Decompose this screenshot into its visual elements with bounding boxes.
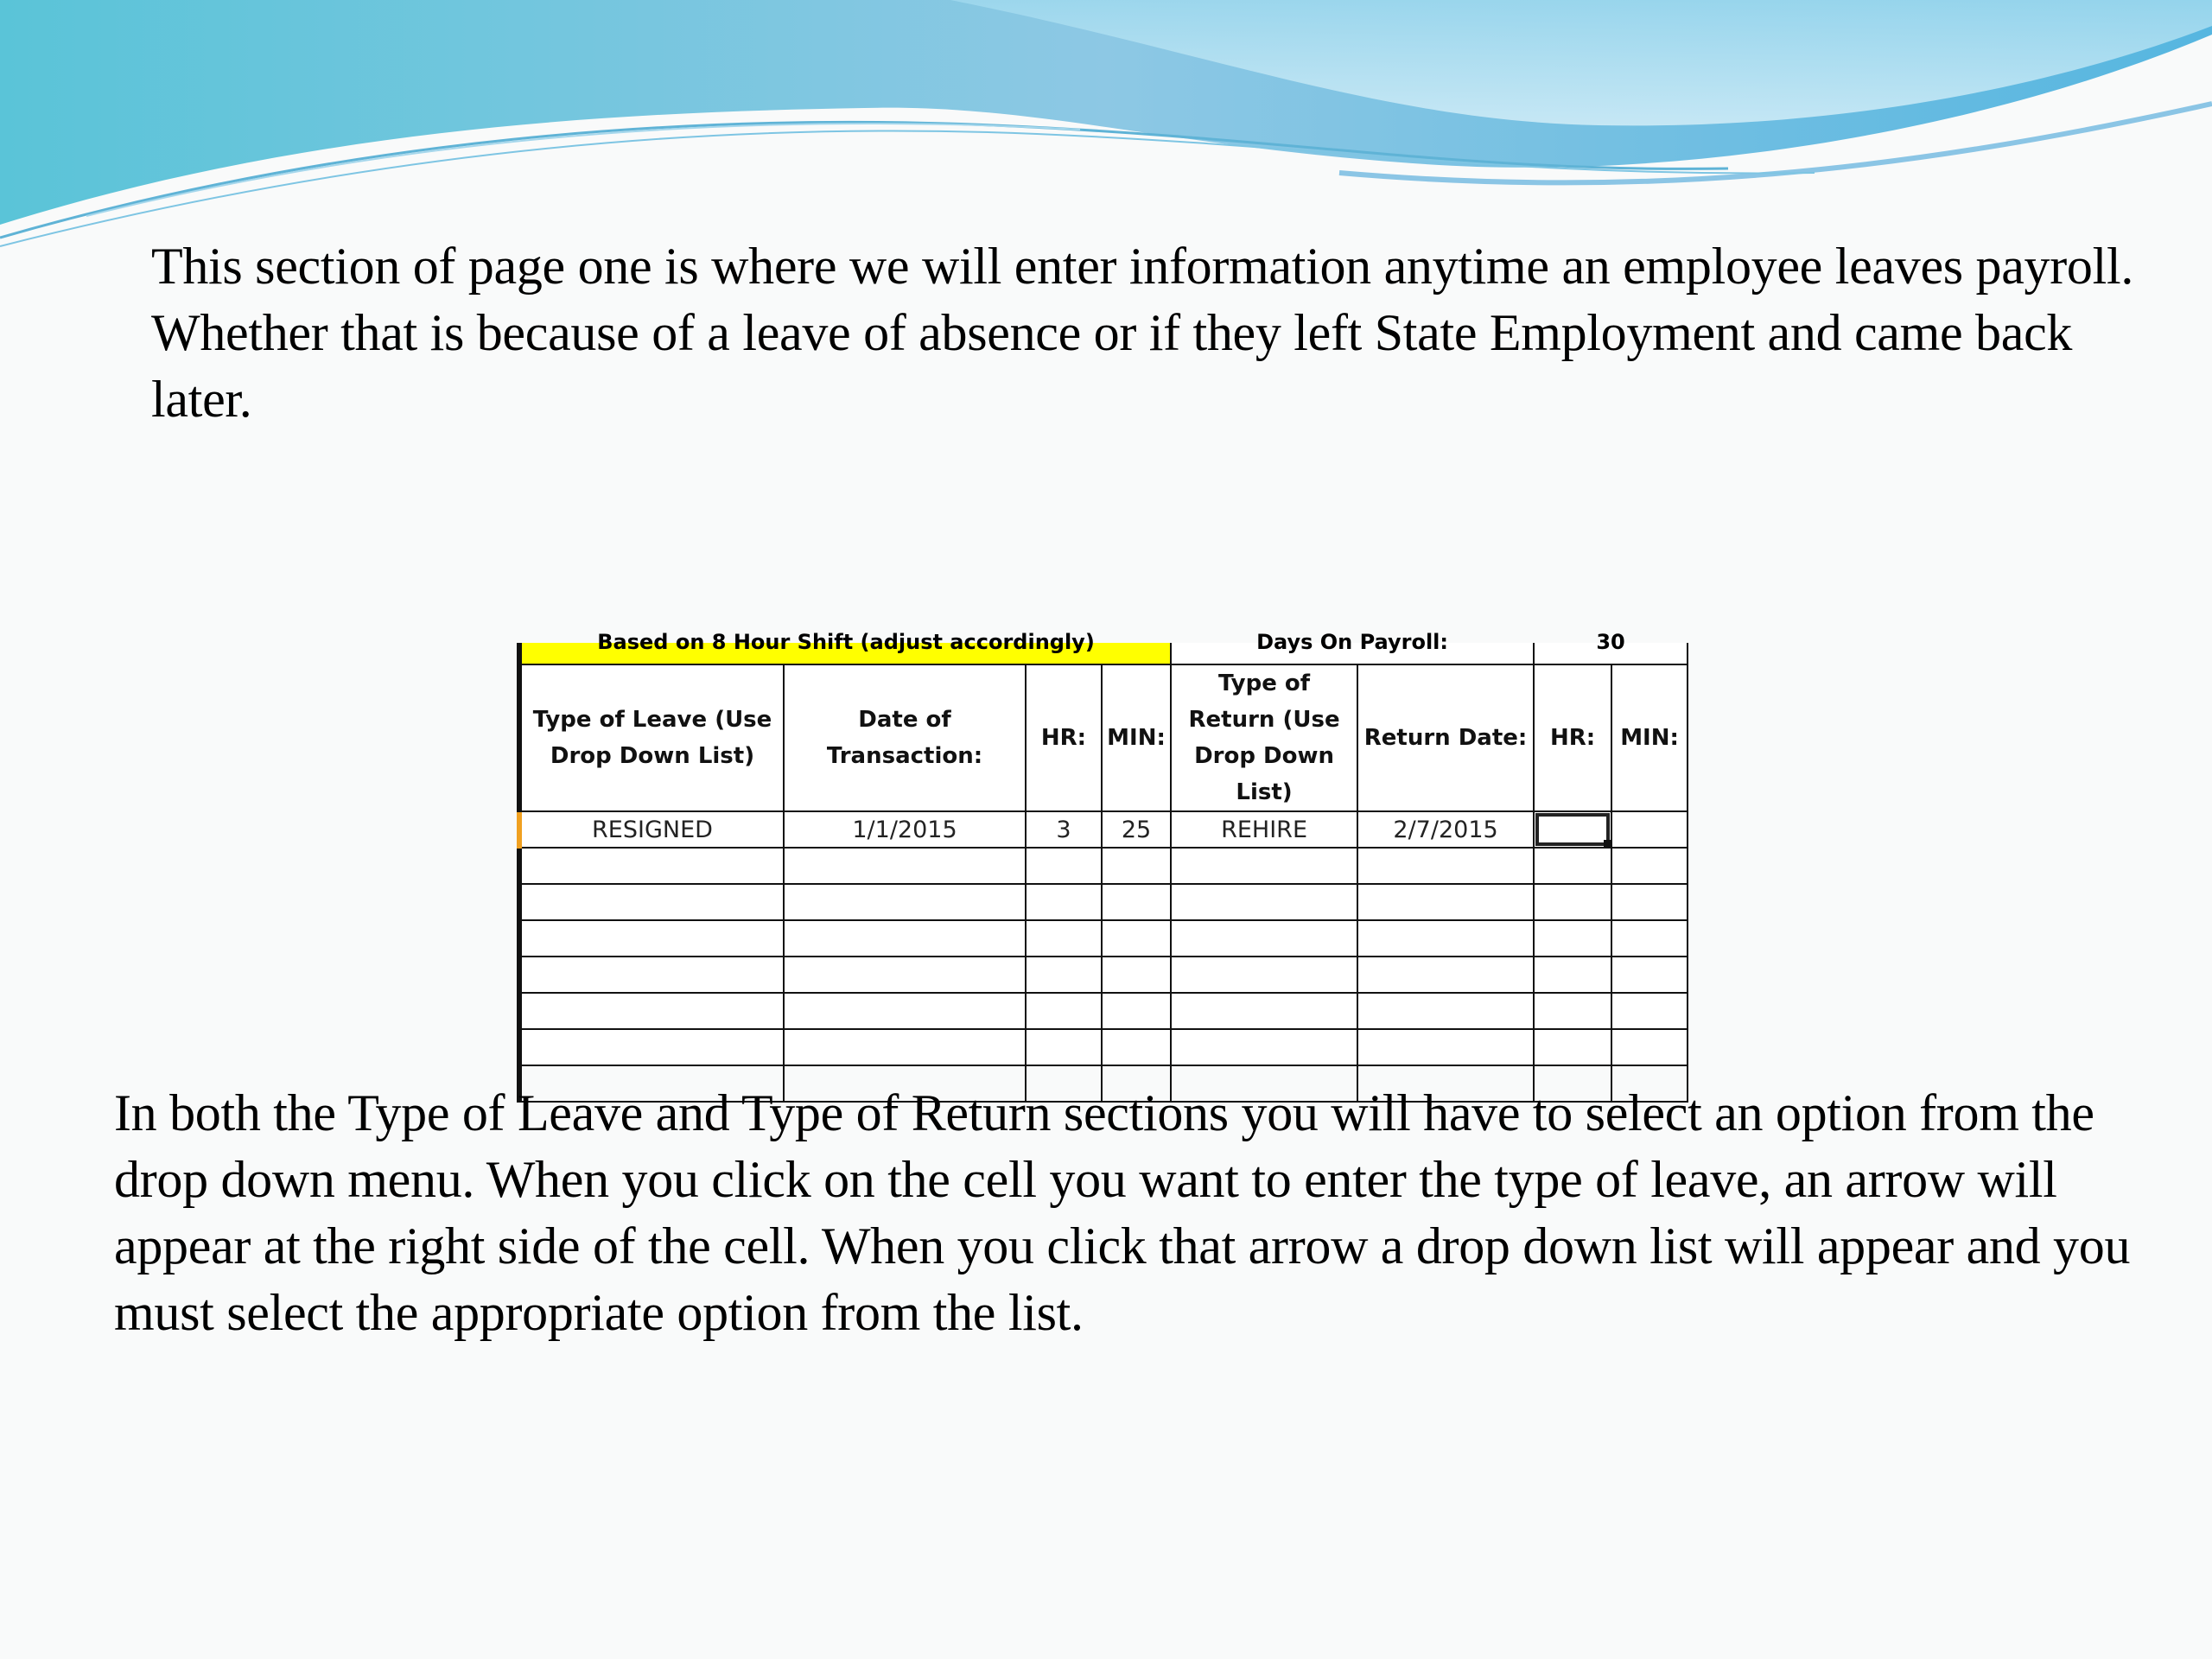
table-body (519, 811, 1688, 1102)
table-cell[interactable]: REHIRE (1171, 811, 1357, 848)
table-row (519, 920, 1688, 957)
table-cell[interactable] (1026, 884, 1102, 920)
table-cell[interactable] (1171, 957, 1357, 993)
table-cell[interactable] (1611, 920, 1688, 957)
table-row (519, 993, 1688, 1029)
table-cell[interactable] (1102, 884, 1171, 920)
table-cell[interactable] (1026, 848, 1102, 884)
table-cell[interactable] (519, 884, 784, 920)
selected-cell[interactable] (1534, 811, 1611, 848)
table-cell[interactable] (1102, 920, 1171, 957)
table-cell[interactable] (1171, 1029, 1357, 1065)
table-cell[interactable] (1026, 993, 1102, 1029)
table-cell[interactable] (1357, 848, 1534, 884)
table-cell[interactable] (1534, 848, 1611, 884)
table-cell[interactable] (1026, 1029, 1102, 1065)
table-cell[interactable] (1357, 957, 1534, 993)
table-cell[interactable] (1102, 1029, 1171, 1065)
header-type-of-leave: Type of Leave (Use Drop Down List) (519, 664, 784, 811)
table-cell[interactable] (1611, 884, 1688, 920)
table-row (519, 957, 1688, 993)
fill-handle[interactable] (1604, 840, 1611, 847)
header-date-of-transaction: Date of Transaction: (784, 664, 1026, 811)
table-row (519, 884, 1688, 920)
wave-banner (0, 0, 2212, 259)
table-cell[interactable]: RESIGNED (519, 811, 784, 848)
header-min: MIN: (1102, 664, 1171, 811)
explanation-paragraph: In both the Type of Leave and Type of Return sections you will have to select an option from the drop down menu. When you click on the cell you want to enter the type of leave, an arrow will appear at the right side of the cell. When you click that arrow a drop down list will appear and you must select the appropriate option from the list. (114, 1084, 2131, 1341)
header-row (519, 664, 1688, 811)
table-cell[interactable] (519, 957, 784, 993)
table-cell[interactable] (1171, 993, 1357, 1029)
table-cell[interactable] (519, 1029, 784, 1065)
table-cell[interactable] (1102, 957, 1171, 993)
table-cell[interactable] (1611, 811, 1688, 848)
table-cell[interactable] (1026, 957, 1102, 993)
table-cell[interactable] (519, 848, 784, 884)
table-cell[interactable] (1357, 1029, 1534, 1065)
table-cell[interactable] (1171, 884, 1357, 920)
table-cell[interactable] (784, 1029, 1026, 1065)
header-return-date: Return Date: (1357, 664, 1534, 811)
header-return-hr: HR: (1534, 664, 1611, 811)
days-label-cell (1171, 630, 1534, 664)
table-cell[interactable] (1534, 920, 1611, 957)
table-cell[interactable]: 3 (1026, 811, 1102, 848)
table-cell[interactable] (1357, 884, 1534, 920)
table-cell[interactable] (1102, 993, 1171, 1029)
intro-paragraph: This section of page one is where we will enter information anytime an employee leaves payroll. Whether that is because of a leave of absence or if they left State Employment and came back later. (151, 238, 2134, 428)
header-type-of-return: Type of Return (Use Drop Down List) (1171, 664, 1357, 811)
days-value-cell (1534, 630, 1688, 664)
shift-note: Based on 8 Hour Shift (adjust accordingly) (597, 630, 1095, 654)
table-cell[interactable] (1611, 957, 1688, 993)
table-cell[interactable] (1102, 848, 1171, 884)
table-cell[interactable] (1611, 993, 1688, 1029)
table-cell[interactable] (1357, 920, 1534, 957)
table-row (519, 811, 1688, 848)
header-hr: HR: (1026, 664, 1102, 811)
leave-table (517, 630, 1688, 1103)
header-return-min: MIN: (1611, 664, 1688, 811)
shift-note-cell (519, 630, 1171, 664)
table-cell[interactable] (1171, 920, 1357, 957)
table-cell[interactable] (1534, 993, 1611, 1029)
shift-note-row (519, 643, 1688, 664)
table-cell[interactable]: 2/7/2015 (1357, 811, 1534, 848)
table-cell[interactable] (784, 920, 1026, 957)
table-cell[interactable] (784, 993, 1026, 1029)
table-cell[interactable] (1357, 993, 1534, 1029)
table-cell[interactable] (519, 920, 784, 957)
table-cell[interactable] (1611, 848, 1688, 884)
days-on-payroll-label: Days On Payroll: (1256, 630, 1449, 654)
table-row (519, 848, 1688, 884)
table-cell[interactable] (784, 957, 1026, 993)
table-cell[interactable] (519, 993, 784, 1029)
days-on-payroll-value: 30 (1596, 630, 1625, 654)
table-cell[interactable] (1534, 884, 1611, 920)
table-cell[interactable]: 1/1/2015 (784, 811, 1026, 848)
table-cell[interactable] (784, 884, 1026, 920)
table-cell[interactable] (1611, 1029, 1688, 1065)
table-cell[interactable] (784, 848, 1026, 884)
table-cell[interactable] (1534, 957, 1611, 993)
table-cell[interactable] (1171, 848, 1357, 884)
table-row (519, 1029, 1688, 1065)
spreadsheet-screenshot (517, 630, 1685, 1066)
table-cell[interactable] (1026, 920, 1102, 957)
table-cell[interactable] (1534, 1029, 1611, 1065)
table-cell[interactable]: 25 (1102, 811, 1171, 848)
